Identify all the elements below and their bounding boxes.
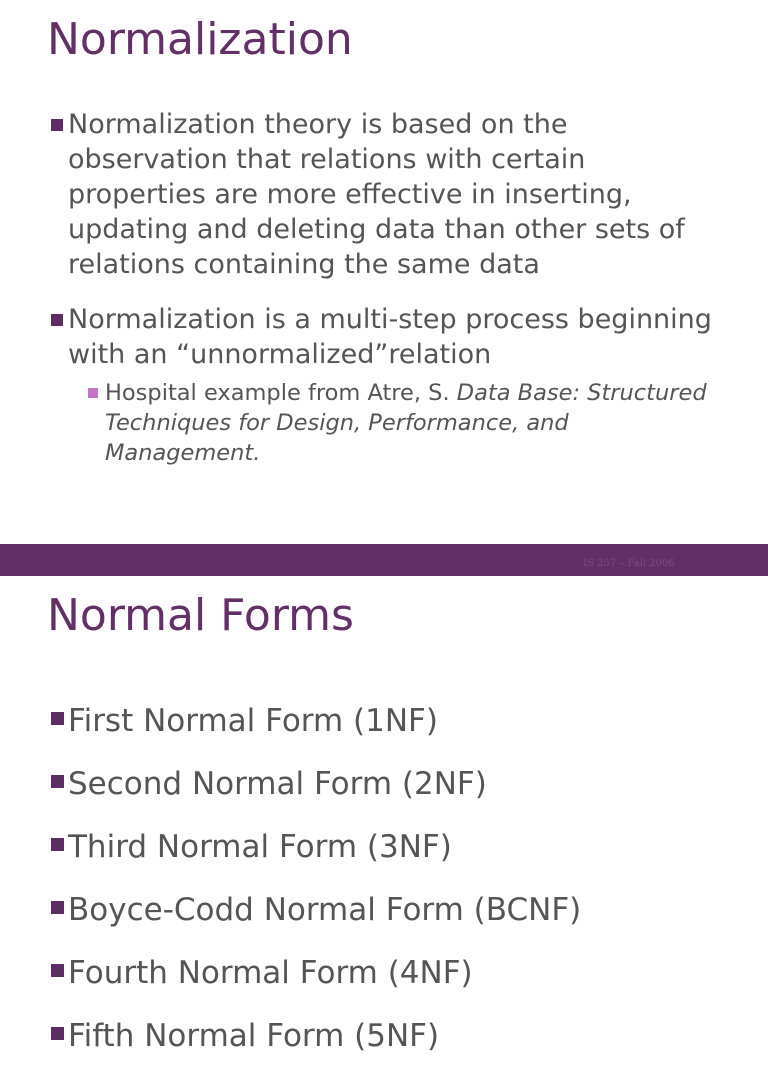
bullet-list — [50, 107, 730, 468]
square-bullet-icon — [51, 119, 63, 131]
bullet-item — [50, 302, 730, 468]
bullet-text: Normalization theory is based on the observation that relations with certain properties are more effective in inserting, updating and deleting data than other sets of relations containing the same data — [68, 109, 685, 280]
square-bullet-icon — [51, 964, 64, 977]
bullet-text: Fourth Normal Form (4NF) — [68, 955, 473, 991]
square-bullet-icon — [51, 712, 64, 725]
bullet-text: Second Normal Form (2NF) — [68, 766, 487, 802]
bullet-item — [50, 826, 730, 869]
slide-title: Normalization — [47, 14, 353, 65]
square-bullet-icon — [51, 775, 64, 788]
bullet-item — [50, 763, 730, 806]
bullet-list — [50, 700, 730, 1078]
slide-footer: IS 257 – Fall 2006 — [583, 558, 675, 569]
square-bullet-icon — [51, 1027, 64, 1040]
bullet-item — [50, 1015, 730, 1058]
bullet-text: Third Normal Form (3NF) — [68, 829, 452, 865]
bullet-text: Normalization is a multi-step process beginning with an “unnormalized”relation — [68, 304, 712, 370]
bullet-text: First Normal Form (1NF) — [68, 703, 438, 739]
square-bullet-icon — [51, 901, 64, 914]
book-title: Data Base: Structured Techniques for Design, Performance, and Management. — [105, 380, 707, 466]
bullet-item — [50, 700, 730, 743]
sub-bullet-text: Hospital example from Atre, S. — [105, 380, 457, 406]
square-bullet-icon — [51, 314, 63, 326]
bullet-item — [50, 952, 730, 995]
bullet-item — [50, 107, 730, 282]
square-bullet-icon — [51, 838, 64, 851]
sub-bullet-item — [68, 378, 730, 468]
bullet-text: Boyce-Codd Normal Form (BCNF) — [68, 892, 582, 928]
square-sub-bullet-icon — [88, 388, 98, 398]
bullet-item — [50, 889, 730, 932]
slide-title: Normal Forms — [47, 590, 354, 641]
bullet-text: Fifth Normal Form (5NF) — [68, 1018, 440, 1054]
